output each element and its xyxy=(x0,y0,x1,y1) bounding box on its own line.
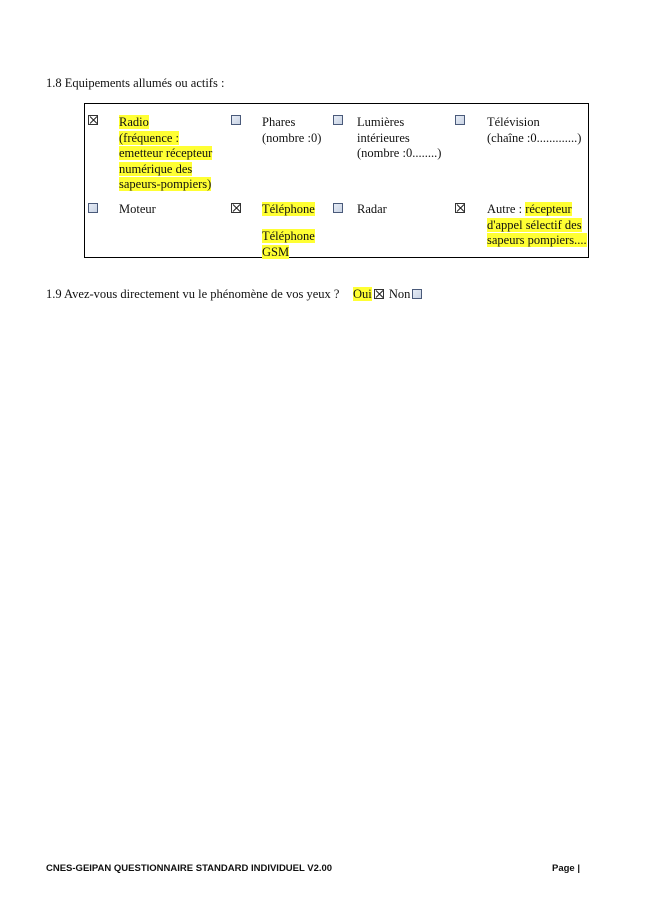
radio-label: Radio (fréquence : emetteur récepteur numérique des sapeurs-pompiers) xyxy=(119,115,213,191)
footer-page-number: Page | xyxy=(552,863,581,874)
telephone-checkbox[interactable] xyxy=(231,203,241,213)
telephone-label: Téléphone xyxy=(262,202,315,216)
section-1-9-answers xyxy=(353,287,424,302)
television-checkbox[interactable] xyxy=(455,115,465,125)
autre-checkbox[interactable] xyxy=(455,203,465,213)
moteur-checkbox[interactable] xyxy=(88,203,98,213)
moteur-label: Moteur xyxy=(119,202,156,216)
non-checkbox[interactable] xyxy=(412,289,422,299)
footer-document-title: CNES-GEIPAN QUESTIONNAIRE STANDARD INDIVIDUEL V2.00 xyxy=(46,863,333,874)
telephone-gsm-label: Téléphone GSM xyxy=(262,229,315,259)
television-label: Télévision (chaîne :0.............) xyxy=(487,115,582,145)
non-label: Non xyxy=(388,287,411,301)
lumieres-checkbox[interactable] xyxy=(333,115,343,125)
radar-label: Radar xyxy=(357,202,387,216)
lumieres-label: Lumières intérieures (nombre :0........) xyxy=(357,115,442,160)
phares-checkbox[interactable] xyxy=(231,115,241,125)
phares-label: Phares (nombre :0) xyxy=(262,115,322,145)
radio-checkbox[interactable] xyxy=(88,115,98,125)
autre-label: Autre : récepteur d'appel sélectif des sapeurs pompiers.... xyxy=(487,202,587,247)
section-1-9-question: 1.9 Avez-vous directement vu le phénomène de vos yeux ? xyxy=(46,287,340,301)
oui-checkbox[interactable] xyxy=(374,289,384,299)
oui-label: Oui xyxy=(353,287,372,301)
section-1-8-title: 1.8 Equipements allumés ou actifs : xyxy=(46,76,225,90)
radar-checkbox[interactable] xyxy=(333,203,343,213)
